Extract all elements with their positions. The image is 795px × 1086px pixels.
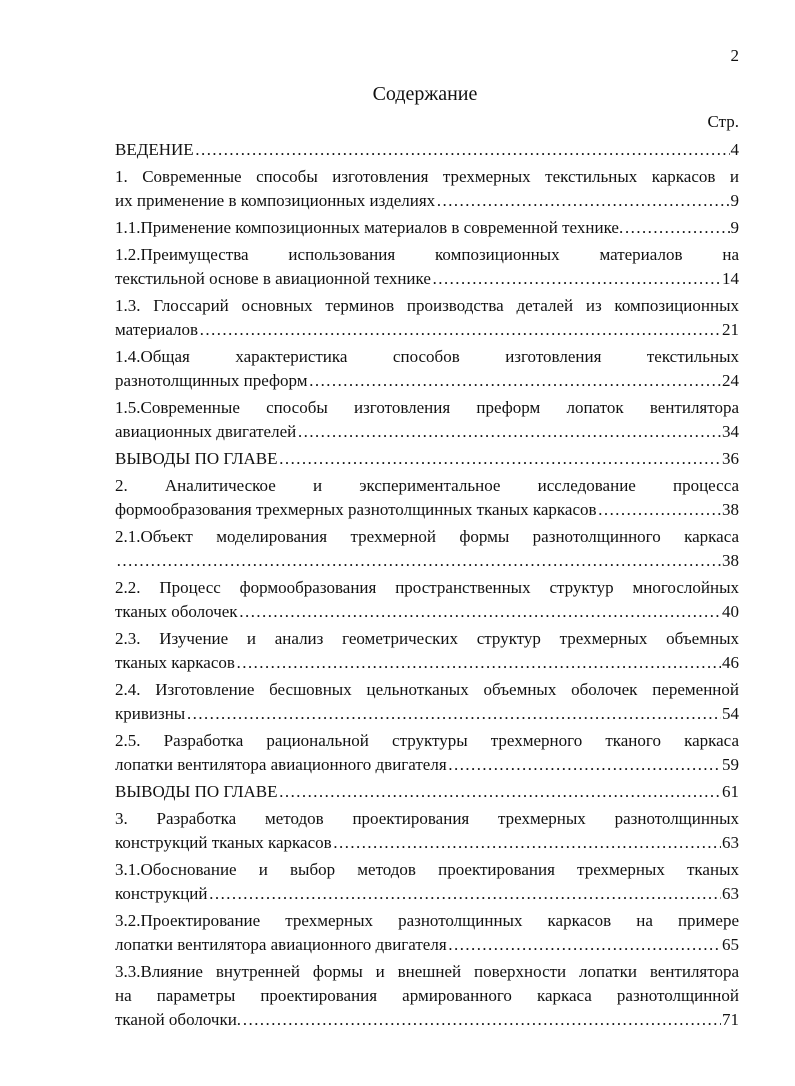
toc-entry-page: 36 (722, 449, 739, 468)
toc-entry-last-line (115, 651, 739, 675)
toc-entry-text: ВЫВОДЫ ПО ГЛАВЕ (115, 782, 278, 801)
toc-entry-line: 3.1.Обоснование и выбор методов проектирования трехмерных тканых (115, 860, 739, 879)
toc-entry-last-line (115, 753, 739, 777)
toc-entry-text: их применение в композиционных изделиях (115, 191, 436, 210)
toc-entry-page: 24 (722, 371, 739, 390)
toc-entry-line: 1. Современные способы изготовления трехмерных текстильных каркасов и (115, 167, 739, 186)
toc-entry-page: 14 (722, 269, 739, 288)
toc-entry-page: 63 (722, 833, 739, 852)
toc-entry-line: 2. Аналитическое и экспериментальное исследование процесса (115, 476, 739, 495)
toc-entry-text: лопатки вентилятора авиационного двигателя (115, 755, 447, 774)
toc-entry (115, 576, 739, 624)
toc-entry-page: 4 (730, 140, 739, 159)
toc-entry-page: 54 (722, 704, 739, 723)
toc-entry-line: 2.5. Разработка рациональной структуры трехмерного тканого каркаса (115, 731, 739, 750)
toc-title: Содержание (372, 83, 478, 105)
toc-leader-dots (297, 420, 721, 444)
toc-entry (115, 627, 739, 675)
toc-entry-line: 2.3. Изучение и анализ геометрических структур трехмерных объемных (115, 629, 739, 648)
toc-entry-text: материалов (115, 320, 199, 339)
toc-entry (115, 396, 739, 444)
toc-entry-last-line (115, 369, 739, 393)
toc-leader-dots (236, 651, 721, 675)
toc-entry-last-line (115, 318, 739, 342)
toc-entry-text: авиационных двигателей (115, 422, 297, 441)
toc-entry (115, 525, 739, 573)
toc-leader-dots (239, 600, 721, 624)
toc-leader-dots (279, 447, 722, 471)
toc-leader-dots (199, 318, 721, 342)
toc-entry (115, 909, 739, 957)
toc-leader-dots (598, 498, 721, 522)
toc-entry-last-line (115, 420, 739, 444)
toc-leader-dots (624, 216, 729, 240)
toc-entry (115, 345, 739, 393)
toc-entry (115, 780, 739, 804)
toc-entry-page: 61 (722, 782, 739, 801)
toc-entry-page: 65 (722, 935, 739, 954)
toc-entry-last-line (115, 933, 739, 957)
toc-entry-line: на параметры проектирования армированного каркаса разнотолщинной (115, 986, 739, 1005)
toc-leader-dots (333, 831, 721, 855)
table-of-contents (115, 138, 739, 1035)
toc-leader-dots (195, 138, 730, 162)
toc-entry-last-line (115, 780, 739, 804)
toc-entry-page: 38 (722, 551, 739, 570)
toc-entry-text: 1.1.Применение композиционных материалов в современной технике. (115, 218, 624, 237)
toc-leader-dots (309, 369, 721, 393)
toc-entry-text: текстильной основе в авиационной технике (115, 269, 431, 288)
toc-entry-last-line (115, 498, 739, 522)
toc-entry (115, 729, 739, 777)
toc-entry (115, 243, 739, 291)
toc-entry-last-line (115, 702, 739, 726)
toc-entry-last-line (115, 831, 739, 855)
toc-entry-line: 3.2.Проектирование трехмерных разнотолщинных каркасов на примере (115, 911, 739, 930)
toc-entry (115, 165, 739, 213)
toc-entry-text: тканых каркасов (115, 653, 235, 672)
toc-leader-dots (448, 753, 721, 777)
toc-entry (115, 216, 739, 240)
toc-entry-line: 2.1.Объект моделирования трехмерной формы разнотолщинного каркаса (115, 527, 739, 546)
page-number: 2 (730, 46, 739, 65)
toc-entry-page: 21 (722, 320, 739, 339)
toc-leader-dots (436, 189, 729, 213)
page-column-header: Стр. (707, 112, 739, 131)
toc-entry-line: 1.3. Глоссарий основных терминов производства деталей из композиционных (115, 296, 739, 315)
toc-entry (115, 807, 739, 855)
toc-entry (115, 474, 739, 522)
toc-entry-page: 38 (722, 500, 739, 519)
toc-entry-last-line (115, 267, 739, 291)
toc-leader-dots (116, 549, 721, 573)
toc-entry-text: тканой оболочки. (115, 1010, 242, 1029)
toc-entry-page: 40 (722, 602, 739, 621)
toc-entry-text: разнотолщинных преформ (115, 371, 308, 390)
toc-entry-line: 3. Разработка методов проектирования трехмерных разнотолщинных (115, 809, 739, 828)
toc-entry-text: формообразования трехмерных разнотолщинных тканых каркасов (115, 500, 597, 519)
toc-entry-line: 3.3.Влияние внутренней формы и внешней поверхности лопатки вентилятора (115, 962, 739, 981)
toc-entry-text: конструкций тканых каркасов (115, 833, 332, 852)
toc-leader-dots (432, 267, 721, 291)
toc-entry-last-line (115, 882, 739, 906)
toc-entry-page: 9 (730, 218, 739, 237)
toc-entry (115, 960, 739, 1032)
toc-entry-line: 1.5.Современные способы изготовления преформ лопаток вентилятора (115, 398, 739, 417)
toc-entry-page: 46 (722, 653, 739, 672)
toc-entry-last-line (115, 189, 739, 213)
toc-entry-text: ВЫВОДЫ ПО ГЛАВЕ (115, 449, 278, 468)
toc-entry (115, 294, 739, 342)
toc-entry-last-line (115, 447, 739, 471)
toc-entry-page: 63 (722, 884, 739, 903)
toc-entry-last-line (115, 216, 739, 240)
toc-entry-text: ВЕДЕНИЕ (115, 140, 194, 159)
toc-entry-text: кривизны (115, 704, 186, 723)
toc-entry-page: 59 (722, 755, 739, 774)
toc-entry-page: 9 (730, 191, 739, 210)
toc-leader-dots (448, 933, 721, 957)
toc-entry-line: 2.2. Процесс формообразования пространственных структур многослойных (115, 578, 739, 597)
toc-entry-last-line (115, 1008, 739, 1032)
toc-entry (115, 138, 739, 162)
toc-entry-last-line (115, 600, 739, 624)
toc-entry-text: лопатки вентилятора авиационного двигателя (115, 935, 447, 954)
toc-entry-line: 1.2.Преимущества использования композиционных материалов на (115, 245, 739, 264)
toc-entry-last-line (115, 138, 739, 162)
toc-leader-dots (209, 882, 721, 906)
toc-entry-text: тканых оболочек (115, 602, 238, 621)
toc-entry (115, 858, 739, 906)
toc-entry-page: 71 (722, 1010, 739, 1029)
toc-entry (115, 678, 739, 726)
toc-entry-line: 1.4.Общая характеристика способов изготовления текстильных (115, 347, 739, 366)
toc-entry-page: 34 (722, 422, 739, 441)
toc-entry-last-line (115, 549, 739, 573)
toc-entry (115, 447, 739, 471)
toc-leader-dots (186, 702, 721, 726)
toc-entry-text: конструкций (115, 884, 208, 903)
toc-entry-line: 2.4. Изготовление бесшовных цельнотканых объемных оболочек переменной (115, 680, 739, 699)
toc-leader-dots (279, 780, 722, 804)
toc-leader-dots (242, 1008, 721, 1032)
